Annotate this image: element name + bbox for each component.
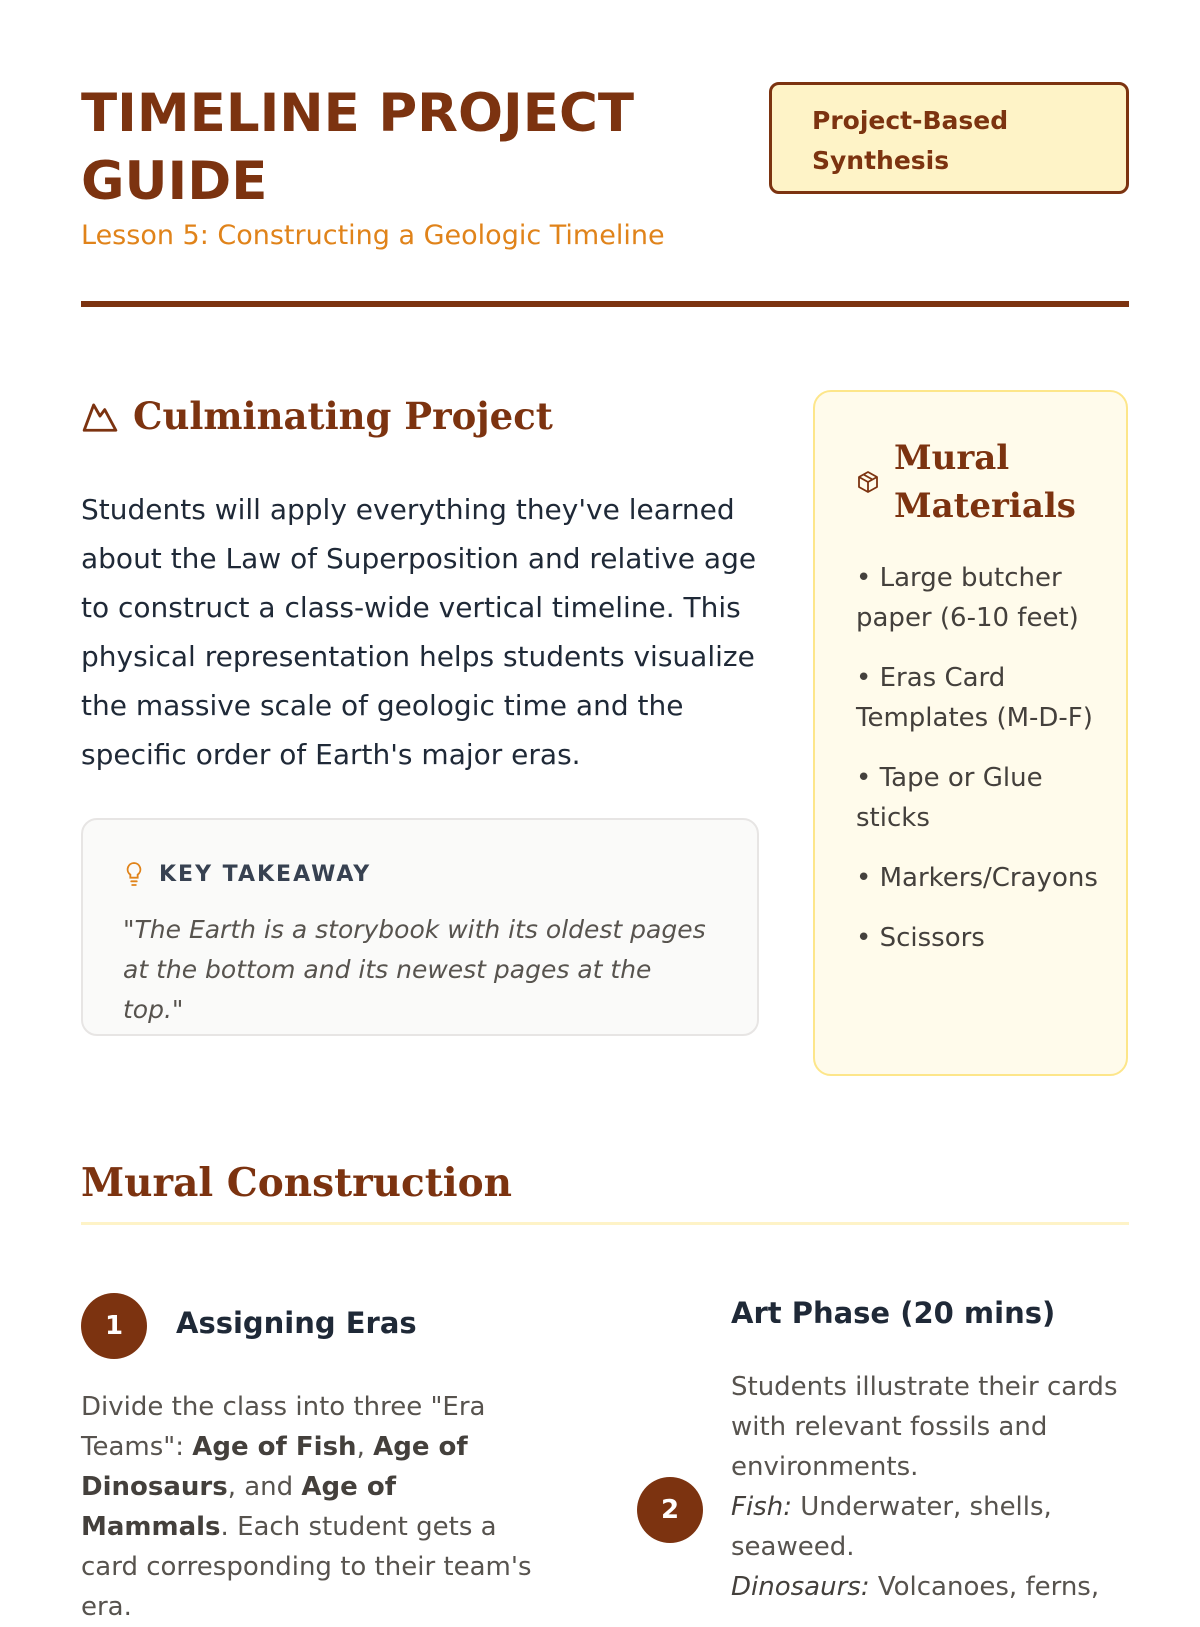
era-age-of-fish: Age of Fish [192, 1432, 357, 1462]
materials-list [856, 558, 1100, 958]
key-takeaway-label: KEY TAKEAWAY [159, 861, 372, 887]
list-item: • Large butcher paper (6-10 feet) [856, 563, 1079, 633]
step-1-number: 1 [81, 1293, 147, 1359]
step-1-title: Assigning Eras [176, 1306, 417, 1340]
header-divider [81, 301, 1129, 307]
era-age-of-mammals: Age of Mammals [81, 1472, 397, 1542]
step-1-separator: , and [227, 1472, 302, 1502]
step-2-text: Students illustrate their cards with relevant fossils and environments. [731, 1372, 1118, 1482]
culminating-project-heading [81, 390, 553, 442]
project-intro-text: Students will apply everything they've learned about the Law of Superposition and relative age to construct a class-wide vertical timeline. This physical representation helps students visualize the massive scale of geologic time and the specific order of Earth's major eras. [81, 493, 757, 771]
step-2-title: Art Phase (20 mins) [731, 1296, 1056, 1330]
list-item: • Markers/Crayons [856, 863, 1098, 893]
list-item: • Eras Card Templates (M-D-F) [856, 663, 1093, 733]
key-takeaway-box [81, 818, 759, 1036]
step-2-number: 2 [637, 1477, 703, 1543]
badge-line-2: Synthesis [812, 146, 950, 175]
fish-text: Underwater, shells, seaweed. [731, 1492, 1052, 1562]
mural-materials-heading [856, 434, 1100, 530]
badge-line-1: Project-Based [812, 106, 1009, 135]
step-1-separator: , [356, 1432, 374, 1462]
culminating-project-title: Culminating Project [133, 394, 553, 438]
lightbulb-icon [123, 860, 145, 888]
list-item: • Tape or Glue sticks [856, 763, 1043, 833]
fish-label: Fish: [731, 1492, 792, 1522]
page-title: TIMELINE PROJECT GUIDE [81, 83, 635, 212]
mural-construction-heading: Mural Construction [81, 1160, 512, 1206]
step-1-description [81, 1387, 541, 1627]
page-subtitle: Lesson 5: Constructing a Geologic Timeline [81, 220, 665, 251]
mountain-icon [81, 397, 119, 435]
section-divider [81, 1222, 1129, 1225]
box-icon [856, 470, 880, 494]
mural-materials-title: Mural Materials [894, 438, 1076, 526]
step-1-text-a: Divide the class into three "Era Teams": [81, 1392, 486, 1462]
dinosaurs-label: Dinosaurs: [731, 1572, 870, 1602]
step-1-text-b: . Each student gets a card corresponding to their team's era. [81, 1512, 532, 1622]
mural-materials-panel [813, 390, 1128, 1076]
dinosaurs-text: Volcanoes, ferns, [869, 1572, 1100, 1602]
step-2-description [731, 1367, 1131, 1607]
list-item: • Scissors [856, 923, 985, 953]
era-age-of-dinosaurs: Age of Dinosaurs [81, 1432, 468, 1502]
key-takeaway-quote: "The Earth is a storybook with its oldest pages at the bottom and its newest pages at the top." [123, 915, 706, 1024]
project-type-badge [769, 82, 1129, 194]
page-header [81, 80, 1129, 308]
key-takeaway-label-row [123, 860, 717, 888]
